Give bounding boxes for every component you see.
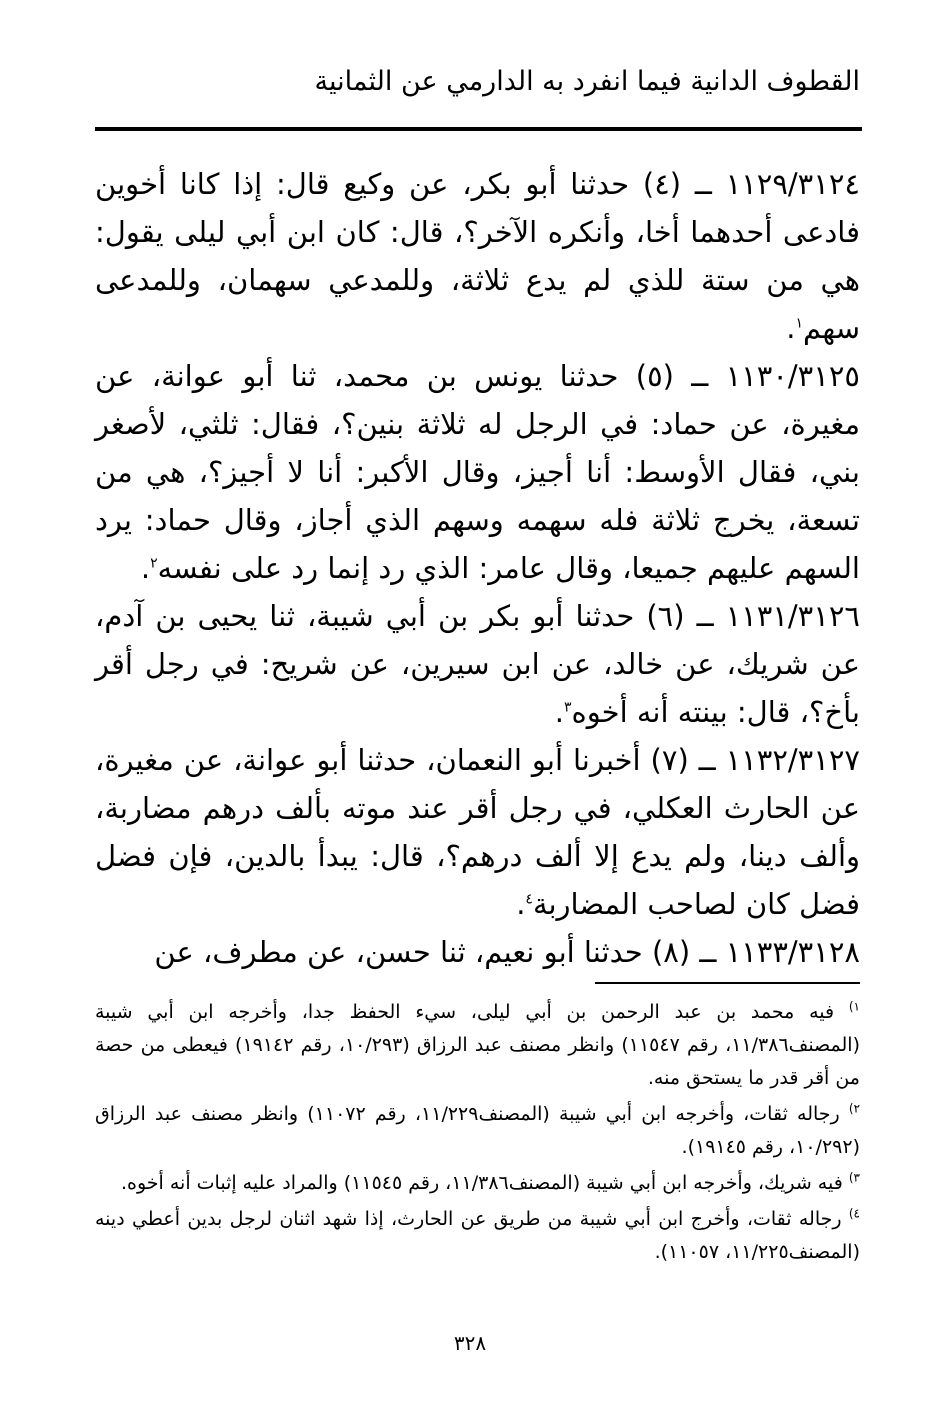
footnote-marker: ١)	[848, 999, 860, 1014]
footnote-text: فيه شريك، وأخرجه ابن أبي شيبة (المصنف١١/٣٨٦، رقم ١١٥٤٥) والمراد عليه إثبات أنه أخوه.	[121, 1172, 843, 1194]
hadith-text: ١١٣١/٣١٢٦ ــ (٦) حدثنا أبو بكر بن أبي شيبة، ثنا يحيى بن آدم، عن شريك، عن خالد، عن ابن سيرين، عن شريح: في رجل أقر بأخ؟، قال: بينته أنه أخوه	[95, 599, 860, 729]
entry-end: .	[140, 551, 151, 585]
footnote-reference: ٤	[525, 891, 533, 908]
footnote-reference: ١	[795, 315, 804, 332]
hadith-entry	[95, 928, 860, 976]
footnote-marker: ٢)	[848, 1101, 861, 1116]
hadith-entry	[95, 592, 860, 736]
hadith-entry	[95, 736, 860, 928]
hadith-text: ١١٣٢/٣١٢٧ ــ (٧) أخبرنا أبو النعمان، حدثنا أبو عوانة، عن مغيرة، عن الحارث العكلي، في رجل أقر عند موته بألف درهم مضاربة، وألف دينا، ولم يدع إلا ألف درهم؟، قال: يبدأ بالدين، فإن فضل فضل كان لصاحب المضاربة	[95, 743, 860, 921]
footnote-separator	[595, 982, 860, 984]
footnotes	[95, 996, 860, 1272]
footnote-marker: ٣)	[848, 1170, 860, 1185]
header-rule	[95, 127, 862, 131]
footnote	[95, 1167, 860, 1200]
hadith-text: ١١٣٣/٣١٢٨ ــ (٨) حدثنا أبو نعيم، ثنا حسن، عن مطرف، عن	[154, 935, 860, 969]
footnote-marker: ٤)	[848, 1206, 860, 1221]
page-number: ٣٢٨	[453, 1331, 487, 1355]
entry-end: .	[786, 311, 796, 345]
running-header: القطوف الدانية فيما انفرد به الدارمي عن الثمانية	[314, 66, 860, 97]
hadith-text: ١١٣٠/٣١٢٥ ــ (٥) حدثنا يونس بن محمد، ثنا أبو عوانة، عن مغيرة، عن حماد: في الرجل له ثلاثة بنين؟، فقال: ثلثي، لأصغر بني، فقال الأوسط: أنا أجيز، وقال الأكبر: أنا لا أجيز؟، هي من تسعة، يخرج ثلاثة فله سهمه وسهم الذي أجاز، وقال حماد: يرد السهم عليهم جميعا، وقال عامر: الذي رد إنما رد على نفسه	[95, 359, 860, 585]
footnote-text: رجاله ثقات، وأخرج ابن أبي شيبة من طريق عن الحارث، إذا شهد اثنان لرجل بدين أعطي دينه (المصنف١١/٢٢٥، ١١٠٥٧).	[95, 1208, 860, 1263]
footnote-text: فيه محمد بن عبد الرحمن بن أبي ليلى، سيء الحفظ جدا، وأخرجه ابن أبي شيبة (المصنف١١/٣٨٦، رقم ١١٥٤٧) وانظر مصنف عبد الرزاق (١٠/٢٩٣، رقم ١٩١٤٢) فيعطى من حصة من أقر قدر ما يستحق منه.	[95, 1001, 860, 1089]
footnote-reference: ٢	[150, 555, 158, 572]
footnote-text: رجاله ثقات، وأخرجه ابن أبي شيبة (المصنف١١/٢٢٩، رقم ١١٠٧٢) وانظر مصنف عبد الرزاق (١٠/٢٩٢، رقم ١٩١٤٥).	[95, 1103, 860, 1158]
hadith-text: ١١٢٩/٣١٢٤ ــ (٤) حدثنا أبو بكر، عن وكيع قال: إذا كانا أخوين فادعى أحدهما أخا، وأنكره الآخر؟، قال: كان ابن أبي ليلى يقول: هي من ستة للذي لم يدع ثلاثة، وللمدعي سهمان، وللمدعى سهم	[95, 167, 860, 345]
hadith-entry	[95, 352, 860, 592]
footnote	[95, 1203, 860, 1269]
entry-end: .	[554, 695, 564, 729]
main-text	[95, 160, 860, 976]
footnote	[95, 1098, 860, 1164]
hadith-entry	[95, 160, 860, 352]
entry-end: .	[516, 887, 526, 921]
footnote	[95, 996, 860, 1095]
footnote-reference: ٣	[563, 699, 572, 716]
